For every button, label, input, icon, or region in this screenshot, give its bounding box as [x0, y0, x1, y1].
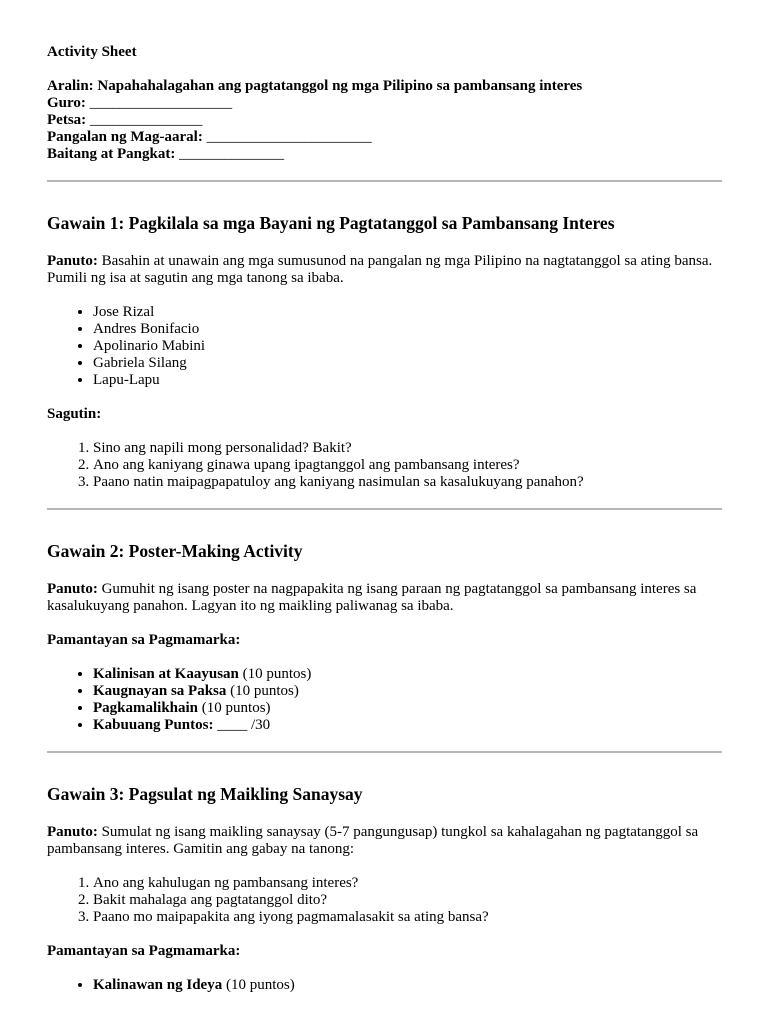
list-item: • Gabriela Silang — [93, 355, 722, 372]
list-item: 1. Sino ang napili mong personalidad? Bakit? — [93, 440, 722, 457]
list-item: 1. Ano ang kahulugan ng pambansang interes? — [93, 875, 722, 892]
list-item — [93, 683, 722, 700]
list-item: 3. Paano mo maipapakita ang iyong pagmamalasakit sa ating bansa? — [93, 909, 722, 926]
baitang-label: Baitang at Pangkat: — [47, 146, 176, 162]
gawain2-pamantayan-label: Pamantayan sa Pagmamarka: — [47, 632, 241, 648]
criterion-points: (10 puntos) — [230, 683, 299, 699]
guro-line — [47, 95, 722, 112]
total-label: Kabuuang Puntos: — [93, 717, 214, 733]
list-item — [93, 977, 722, 994]
total-value: ____ /30 — [217, 717, 271, 733]
criterion-name: Kaugnayan sa Paksa — [93, 683, 227, 699]
gawain3-pamantayan-label: Pamantayan sa Pagmamarka: — [47, 943, 241, 959]
section-divider — [47, 508, 722, 510]
list-item — [93, 700, 722, 717]
pangalan-label: Pangalan ng Mag-aaral: — [47, 129, 203, 145]
petsa-blank: _______________ — [89, 112, 203, 128]
pangalan-blank: ______________________ — [206, 129, 372, 145]
gawain3-panuto — [47, 824, 722, 858]
list-item: 3. Paano natin maipagpapatuloy ang kaniyang nasimulan sa kasalukuyang panahon? — [93, 474, 722, 491]
gawain3-heading: Gawain 3: Pagsulat ng Maikling Sanaysay — [47, 784, 363, 804]
criterion-points: (10 puntos) — [225, 977, 295, 993]
criterion-name: Pagkamalikhain — [93, 700, 199, 716]
document-title: Activity Sheet — [47, 44, 137, 60]
petsa-label: Petsa: — [47, 112, 87, 128]
gawain1-panuto-label: Panuto: — [47, 253, 98, 269]
list-item: • Andres Bonifacio — [93, 321, 722, 338]
gawain3-questions — [47, 875, 722, 926]
criterion-points: (10 puntos) — [201, 700, 271, 716]
petsa-line — [47, 112, 722, 129]
baitang-line — [47, 146, 722, 163]
gawain2-criteria — [47, 666, 722, 734]
criterion-name: Kalinisan at Kaayusan — [93, 666, 239, 682]
gawain1-panuto-text: Basahin at unawain ang mga sumusunod na pangalan ng mga Pilipino na nagtatanggol sa ating bansa. Pumili ng isa at sagutin ang mga tanong sa ibaba. — [47, 253, 713, 286]
aralin-line — [47, 78, 722, 95]
gawain1-questions — [47, 440, 722, 491]
list-item: 2. Ano ang kaniyang ginawa upang ipagtanggol ang pambansang interes? — [93, 457, 722, 474]
sagutin-label: Sagutin: — [47, 406, 102, 422]
aralin-value: Napahahalagahan ang pagtatanggol ng mga Pilipino sa pambansang interes — [97, 78, 583, 94]
list-item — [93, 717, 722, 734]
list-item: • Apolinario Mabini — [93, 338, 722, 355]
heroes-list — [47, 304, 722, 389]
section-divider — [47, 751, 722, 753]
gawain2-heading: Gawain 2: Poster-Making Activity — [47, 541, 303, 561]
activity-sheet-page — [47, 44, 722, 994]
list-item: 2. Bakit mahalaga ang pagtatanggol dito? — [93, 892, 722, 909]
guro-blank: ___________________ — [89, 95, 233, 111]
aralin-label: Aralin: — [47, 78, 94, 94]
criterion-name: Kalinawan ng Ideya — [93, 977, 223, 993]
list-item: • Lapu-Lapu — [93, 372, 722, 389]
list-item — [93, 666, 722, 683]
guro-label: Guro: — [47, 95, 86, 111]
baitang-blank: ______________ — [179, 146, 285, 162]
gawain2-panuto-label: Panuto: — [47, 581, 98, 597]
gawain2-panuto-text: Gumuhit ng isang poster na nagpapakita ng isang paraan ng pagtatanggol sa pambansang interes sa kasalukuyang panahon. Lagyan ito ng maikling paliwanag sa ibaba. — [47, 581, 697, 614]
gawain3-criteria — [47, 977, 722, 994]
gawain3-panuto-text: Sumulat ng isang maikling sanaysay (5-7 pangungusap) tungkol sa kahalagahan ng pagtatanggol sa pambansang interes. Gamitin ang gabay na tanong: — [47, 824, 699, 857]
pangalan-line — [47, 129, 722, 146]
gawain2-panuto — [47, 581, 722, 615]
gawain1-heading: Gawain 1: Pagkilala sa mga Bayani ng Pagtatanggol sa Pambansang Interes — [47, 213, 615, 233]
criterion-points: (10 puntos) — [242, 666, 312, 682]
section-divider — [47, 180, 722, 182]
gawain1-panuto — [47, 253, 722, 287]
gawain3-panuto-label: Panuto: — [47, 824, 98, 840]
list-item: • Jose Rizal — [93, 304, 722, 321]
